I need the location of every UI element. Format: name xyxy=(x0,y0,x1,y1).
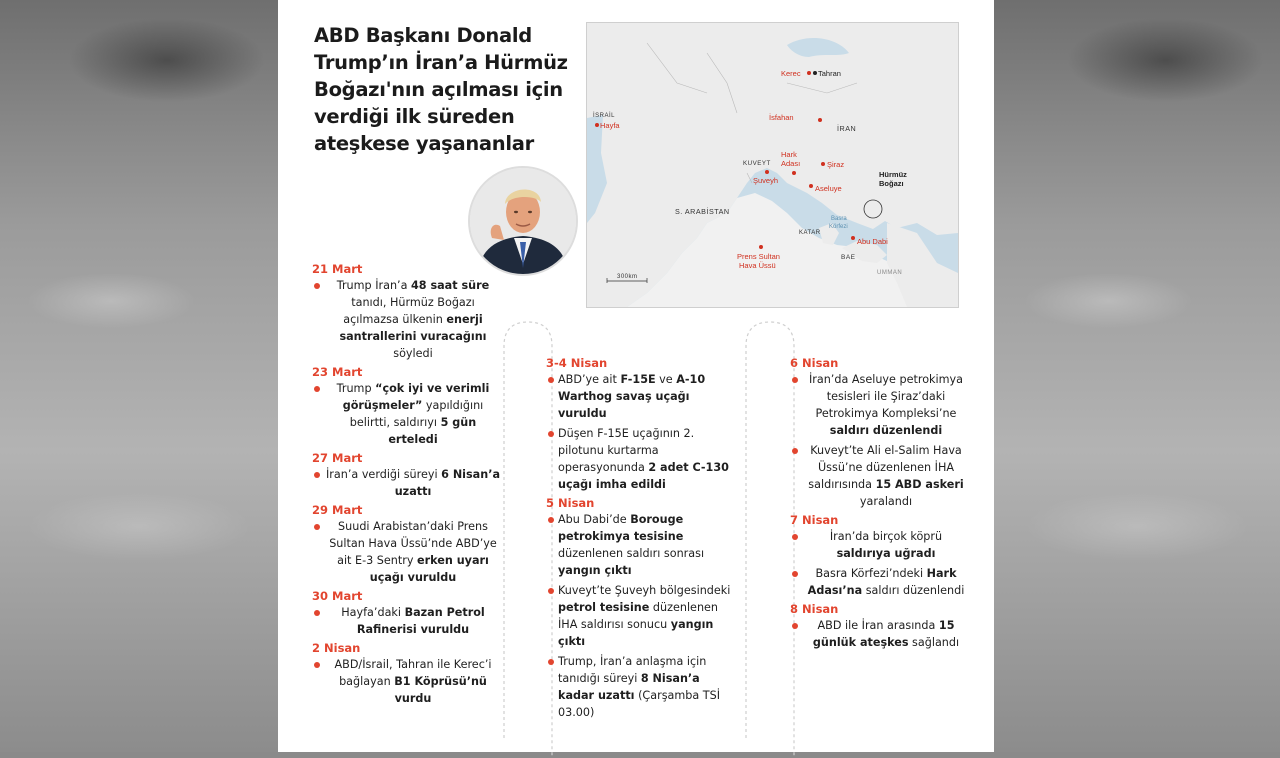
iran-label: İRAN xyxy=(837,124,857,133)
abu-dabi-label: Abu Dabi xyxy=(857,237,888,246)
katar-label: KATAR xyxy=(799,230,821,236)
timeline-event: ABD’ye ait F-15E ve A-10 Warthog savaş uçağı vuruldu xyxy=(546,371,736,422)
timeline-event: İran’da Aseluye petrokimya tesisleri ile Şiraz’daki Petrokimya Kompleksi’ne saldırı düzenlendi xyxy=(790,371,970,439)
siraz-label: Şiraz xyxy=(827,160,845,169)
date-label: 29 Mart xyxy=(312,503,363,517)
headline: ABD Başkanı Donald Trump’ın İran’a Hürmüz Boğazı'nın açılması için verdiği ilk süreden ateşkese yaşananlar xyxy=(314,24,568,155)
basra-label-2: Körfezi xyxy=(829,224,848,230)
kerec-label: Kerec xyxy=(781,69,801,78)
date-label: 27 Mart xyxy=(312,451,363,465)
basra-label-1: Basra xyxy=(831,216,847,222)
date-label: 23 Mart xyxy=(312,365,363,379)
tahran-label: Tahran xyxy=(818,69,841,78)
date-label: 8 Nisan xyxy=(790,602,839,616)
timeline-event: Trump “çok iyi ve verimli görüşmeler” yapıldığını belirtti, saldırıyı 5 gün erteledi xyxy=(312,380,502,448)
hurmuz-label-1: Hürmüz xyxy=(879,170,907,179)
blurred-background-right xyxy=(994,0,1280,752)
hurmuz-label-2: Boğazı xyxy=(879,179,904,188)
date-label: 21 Mart xyxy=(312,262,363,276)
israil-label: İSRAİL xyxy=(593,113,616,119)
prens-sultan-label-2: Hava Üssü xyxy=(739,261,776,270)
hark-label-2: Adası xyxy=(781,159,801,168)
infographic-card xyxy=(278,0,994,752)
s-arabistan-label: S. ARABİSTAN xyxy=(675,207,730,216)
timeline-event: Kuveyt’te Ali el-Salim Hava Üssü’ne düzenlenen İHA saldırısında 15 ABD askeri yaralandı xyxy=(790,442,970,510)
scale-label: 300km xyxy=(617,274,638,280)
timeline-event: ABD ile İran arasında 15 günlük ateşkes sağlandı xyxy=(790,617,970,651)
bae-label: BAE xyxy=(841,254,856,261)
suveyh-label: Şuveyh xyxy=(753,176,779,185)
timeline-event: İran’a verdiği süreyi 6 Nisan’a uzattı xyxy=(312,466,502,500)
date-label: 2 Nisan xyxy=(312,641,361,655)
timeline-column-1 xyxy=(312,260,502,710)
date-label: 3-4 Nisan xyxy=(546,356,608,370)
isfahan-label: İsfahan xyxy=(769,113,794,122)
timeline-event: Düşen F-15E uçağının 2. pilotunu kurtarma operasyonunda 2 adet C-130 uçağı imha edildi xyxy=(546,425,736,493)
kuveyt-label: KUVEYT xyxy=(743,160,771,167)
date-label: 5 Nisan xyxy=(546,496,595,510)
hark-label-1: Hark xyxy=(781,150,797,159)
timeline-event: İran’da birçok köprü saldırıya uğradı xyxy=(790,528,970,562)
timeline-event: ABD/İsrail, Tahran ile Kerec’i bağlayan B1 Köprüsü’nü vurdu xyxy=(312,656,502,707)
aseluye-label: Aseluye xyxy=(815,184,842,193)
timeline-event: Kuveyt’te Şuveyh bölgesindeki petrol tesisine düzenlenen İHA saldırısı sonucu yangın çıktı xyxy=(546,582,736,650)
timeline-event: Basra Körfezi’ndeki Hark Adası’na saldırı düzenlendi xyxy=(790,565,970,599)
hayfa-label: Hayfa xyxy=(600,121,620,130)
timeline-event: Trump, İran’a anlaşma için tanıdığı süreyi 8 Nisan’a kadar uzattı (Çarşamba TSİ 03.00) xyxy=(546,653,736,721)
timeline-event: Suudi Arabistan’daki Prens Sultan Hava Üssü’nde ABD’ye ait E-3 Sentry erken uyarı uçağı vuruldu xyxy=(312,518,502,586)
timeline-event: Hayfa’daki Bazan Petrol Rafinerisi vuruldu xyxy=(312,604,502,638)
timeline-event: Abu Dabi’de Borouge petrokimya tesisine düzenlenen saldırı sonrası yangın çıktı xyxy=(546,511,736,579)
date-label: 6 Nisan xyxy=(790,356,839,370)
umman-label: UMMAN xyxy=(877,270,903,276)
timeline-column-2 xyxy=(546,354,736,724)
prens-sultan-label-1: Prens Sultan xyxy=(737,252,780,261)
region-map xyxy=(586,22,959,308)
date-label: 30 Mart xyxy=(312,589,363,603)
timeline-column-3 xyxy=(790,354,970,654)
blurred-background-left xyxy=(0,0,278,752)
timeline-event: Trump İran’a 48 saat süre tanıdı, Hürmüz Boğazı açılmazsa ülkenin enerji santrallerini vuracağını söyledi xyxy=(312,277,502,362)
date-label: 7 Nisan xyxy=(790,513,839,527)
